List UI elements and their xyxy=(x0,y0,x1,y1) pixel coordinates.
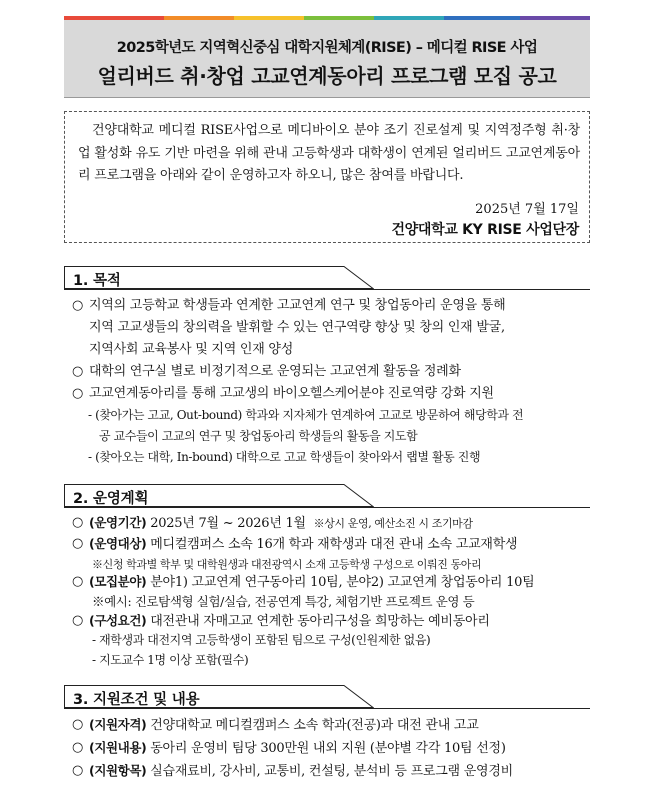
bullet-circle: ○ xyxy=(72,763,84,778)
list-item-text: 지역 고교생들의 창의력을 발휘할 수 있는 연구역량 향상 및 창의 인재 발굴, xyxy=(89,320,505,335)
bullet-circle: ○ xyxy=(72,515,84,530)
item-label: (운영대상) xyxy=(89,536,147,551)
item-text: 동아리 운영비 팀당 300만원 내외 지원 (분야별 각각 10팀 선정) xyxy=(150,741,506,756)
list-item xyxy=(72,533,592,556)
item-text: 2025년 7월 ~ 2026년 1월 xyxy=(150,516,306,531)
list-item xyxy=(72,383,592,405)
bullet-circle: ○ xyxy=(72,386,84,401)
section-header-support xyxy=(64,685,374,708)
item-text: 건양대학교 메디컬캠퍼스 소속 학과(전공)과 대전 관내 고교 xyxy=(150,718,479,733)
notice-body: 건양대학교 메디컬 RISE사업으로 메디바이오 분야 조기 진로설계 및 지역정주형 취·창업 활성화 유도 기반 마련을 위해 관내 고등학생과 대학생이 연계된 얼리버드 고교연계동아리 프로그램을 아래와 같이 운영하고자 하오니, 많은 참여를 바랍니다. xyxy=(78,123,580,183)
item-label: (모집분야) xyxy=(89,574,147,589)
list-item-text: 대학의 연구실 별로 비정기적으로 운영되는 고교연계 활동을 정례화 xyxy=(89,364,461,379)
list-item-text: 고교연계동아리를 통해 고교생의 바이오헬스케어분야 진로역량 강화 지원 xyxy=(89,386,494,401)
item-label: (지원내용) xyxy=(89,740,147,755)
sub-item xyxy=(88,405,593,468)
bullet-circle: ○ xyxy=(72,740,84,755)
item-label: (구성요건) xyxy=(89,613,147,628)
list-item xyxy=(72,512,592,535)
item-label: (지원자격) xyxy=(89,717,147,732)
bullet-circle: ○ xyxy=(72,717,84,732)
notice-box xyxy=(64,111,590,243)
list-item xyxy=(72,737,592,760)
section-title: 1. 목적 xyxy=(73,273,121,289)
item-label: (지원항목) xyxy=(89,763,147,778)
bullet-circle: ○ xyxy=(72,364,84,379)
list-item xyxy=(72,714,592,737)
bullet-circle: ○ xyxy=(72,613,84,628)
sub-item-text: - 지도교수 1명 이상 포함(필수) xyxy=(92,653,249,667)
notice-date: 2025년 7월 17일 xyxy=(475,202,579,217)
sub-item-text: - 재학생과 대전지역 고등학생이 포함된 팀으로 구성(인원제한 없음) xyxy=(92,633,431,647)
section-header-plan xyxy=(64,484,374,507)
sub-item xyxy=(92,630,592,670)
page-title: 얼리버드 취·창업 고교연계동아리 프로그램 모집 공고 xyxy=(97,64,557,88)
item-label: (운영기간) xyxy=(89,515,147,530)
list-item-text: 지역사회 교육봉사 및 지역 인재 양성 xyxy=(89,342,294,357)
item-note: ※신청 학과별 학부 및 대학원생과 대전광역시 소재 고등학생 구성으로 이뤄진 동아리 xyxy=(92,558,482,571)
section-divider xyxy=(64,289,590,290)
item-note: ※예시: 진로탐색형 실험/실습, 전공연계 특강, 체험기반 프로젝트 운영 등 xyxy=(92,594,475,609)
item-text: 분야1) 고교연계 연구동아리 10팀, 분야2) 고교연계 창업동아리 10팀 xyxy=(150,575,535,590)
notice-signature: 건양대학교 KY RISE 사업단장 xyxy=(391,222,579,238)
list-item xyxy=(72,760,592,783)
list-item-text: 지역의 고등학교 학생들과 연계한 고교연계 연구 및 창업동아리 운영을 통해 xyxy=(89,298,506,313)
section-title: 3. 지원조건 및 내용 xyxy=(73,692,200,708)
title-subheading: 2025학년도 지역혁신중심 대학지원체계(RISE) – 메디컬 RISE 사업 xyxy=(116,40,538,56)
sub-item-text: - (찾아오는 대학, In-bound) 대학으로 고교 학생들이 찾아와서 랩별 활동 진행 xyxy=(88,450,481,464)
list-item xyxy=(72,361,592,383)
bullet-circle: ○ xyxy=(72,536,84,551)
item-text: 메디컬캠퍼스 소속 16개 학과 재학생과 대전 관내 소속 고교재학생 xyxy=(150,537,518,552)
item-note: ※상시 운영, 예산소진 시 조기마감 xyxy=(313,517,473,530)
section-header-purpose xyxy=(64,266,374,289)
item-text: 대전관내 자매고교 연계한 동아리구성을 희망하는 예비동아리 xyxy=(150,614,490,629)
section-title: 2. 운영계획 xyxy=(73,491,149,507)
sub-item-text: - (찾아가는 고교, Out-bound) 학과와 지자체가 연계하여 고교로 방문하여 해당학과 전 xyxy=(88,408,524,422)
item-text: 실습재료비, 강사비, 교통비, 컨설팅, 분석비 등 프로그램 운영경비 xyxy=(150,764,513,779)
bullet-circle: ○ xyxy=(72,574,84,589)
section-divider xyxy=(64,708,590,709)
bullet-circle: ○ xyxy=(72,298,84,313)
title-box xyxy=(64,20,590,98)
list-item xyxy=(72,295,592,361)
sub-item-text: 공 교수들이 고교의 연구 및 창업동아리 학생들의 활동을 지도함 xyxy=(99,429,418,443)
section-divider xyxy=(64,507,590,508)
